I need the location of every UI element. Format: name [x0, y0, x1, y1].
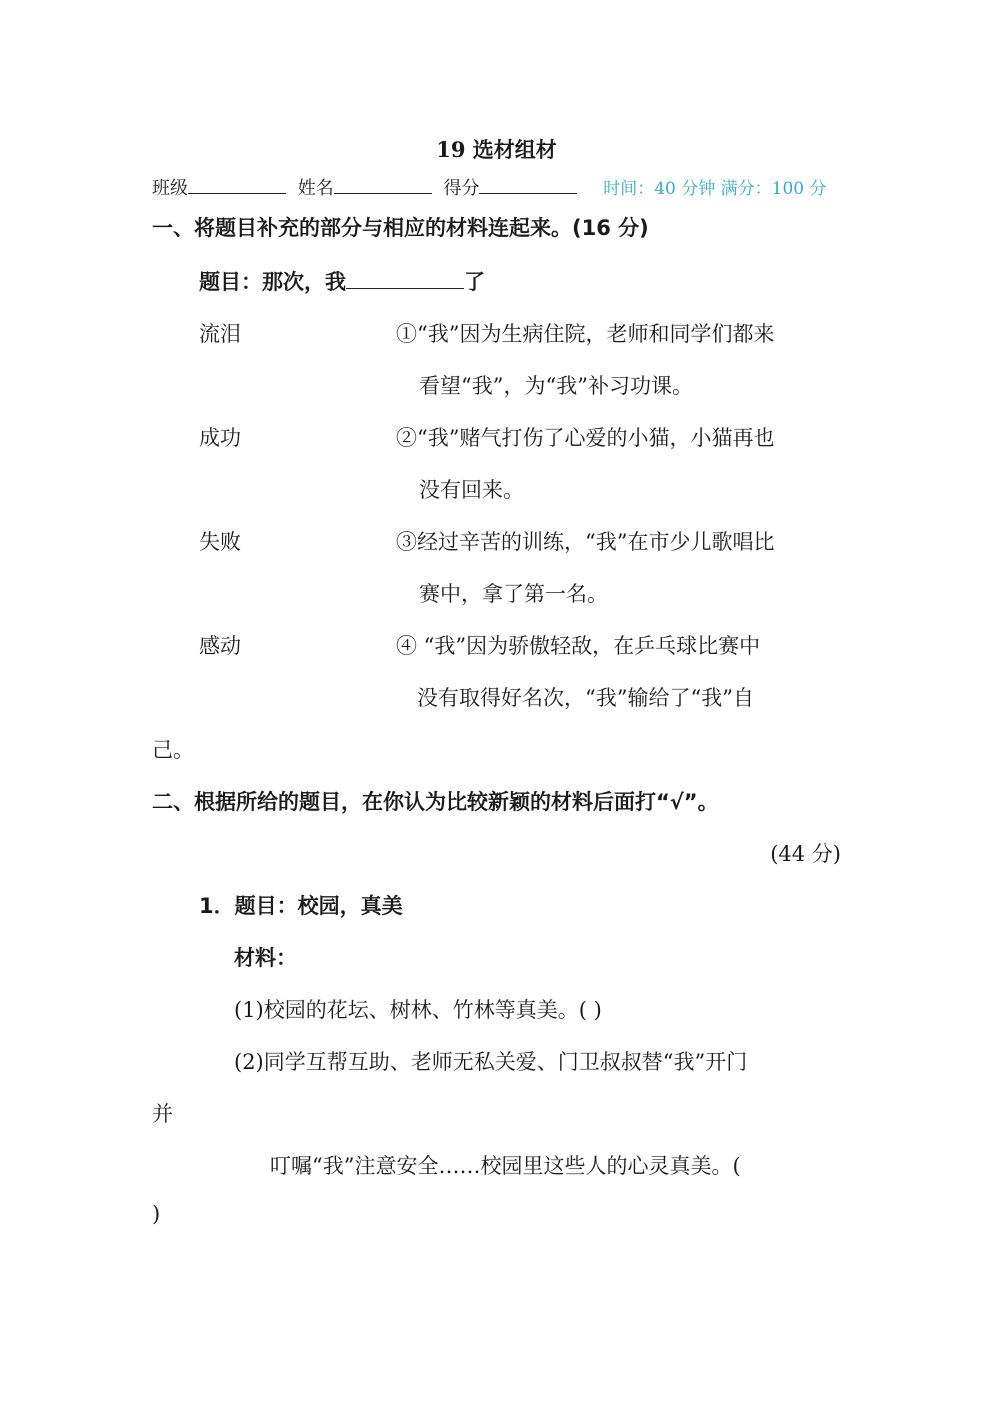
score-label: 得分: [443, 178, 480, 199]
material-4-line2: 没有取得好名次，“我”输给了“我”自: [417, 686, 754, 710]
header-info: [152, 174, 827, 200]
option-2-line1[interactable]: (2)同学互帮互助、老师无私关爱、门卫叔叔替“我”开门: [234, 1050, 748, 1074]
material-1-line2: 看望“我”，为“我”补习功课。: [419, 374, 693, 398]
score-blank[interactable]: [479, 175, 577, 194]
name-label: 姓名: [297, 178, 334, 199]
word-2[interactable]: 成功: [199, 426, 241, 450]
prompt-blank[interactable]: [346, 266, 464, 289]
section2-heading: 二、根据所给的题目，在你认为比较新颖的材料后面打“√”。: [152, 790, 719, 814]
section1-tail: 己。: [152, 738, 194, 762]
word-3[interactable]: 失败: [199, 530, 241, 554]
material-3-line1[interactable]: ③经过辛苦的训练，“我”在市少儿歌唱比: [396, 530, 775, 554]
material-label: 材料：: [234, 946, 297, 970]
option-2-line4[interactable]: ): [152, 1202, 161, 1226]
page-title: 19 选材组材: [436, 137, 557, 162]
section2-score: (44 分): [770, 842, 841, 866]
prompt-prefix: 题目：那次，我: [199, 270, 346, 294]
section1-heading: 一、将题目补充的部分与相应的材料连起来。(16 分): [152, 216, 649, 240]
word-1[interactable]: 流泪: [199, 322, 241, 346]
name-blank[interactable]: [334, 175, 432, 194]
material-4-line1[interactable]: ④ “我”因为骄傲轻敌，在乒乓球比赛中: [396, 634, 761, 658]
class-blank[interactable]: [188, 175, 286, 194]
option-1[interactable]: (1)校园的花坛、树林、竹林等真美。( ): [234, 998, 602, 1022]
option-2-line3: 叮嘱“我”注意安全……校园里这些人的心灵真美。(: [270, 1154, 741, 1178]
section1-prompt: [199, 266, 485, 296]
material-3-line2: 赛中，拿了第一名。: [419, 582, 608, 606]
question1-title: 1．题目：校园，真美: [199, 894, 403, 918]
material-2-line2: 没有回来。: [419, 478, 524, 502]
time-info: 时间：40 分钟 满分：100 分: [603, 179, 827, 199]
material-1-line1[interactable]: ①“我”因为生病住院，老师和同学们都来: [396, 322, 775, 346]
word-4[interactable]: 感动: [199, 634, 241, 658]
option-2-line2: 并: [152, 1102, 173, 1126]
class-label: 班级: [152, 178, 188, 199]
prompt-suffix: 了: [464, 270, 485, 294]
material-2-line1[interactable]: ②“我”赌气打伤了心爱的小猫，小猫再也: [396, 426, 775, 450]
